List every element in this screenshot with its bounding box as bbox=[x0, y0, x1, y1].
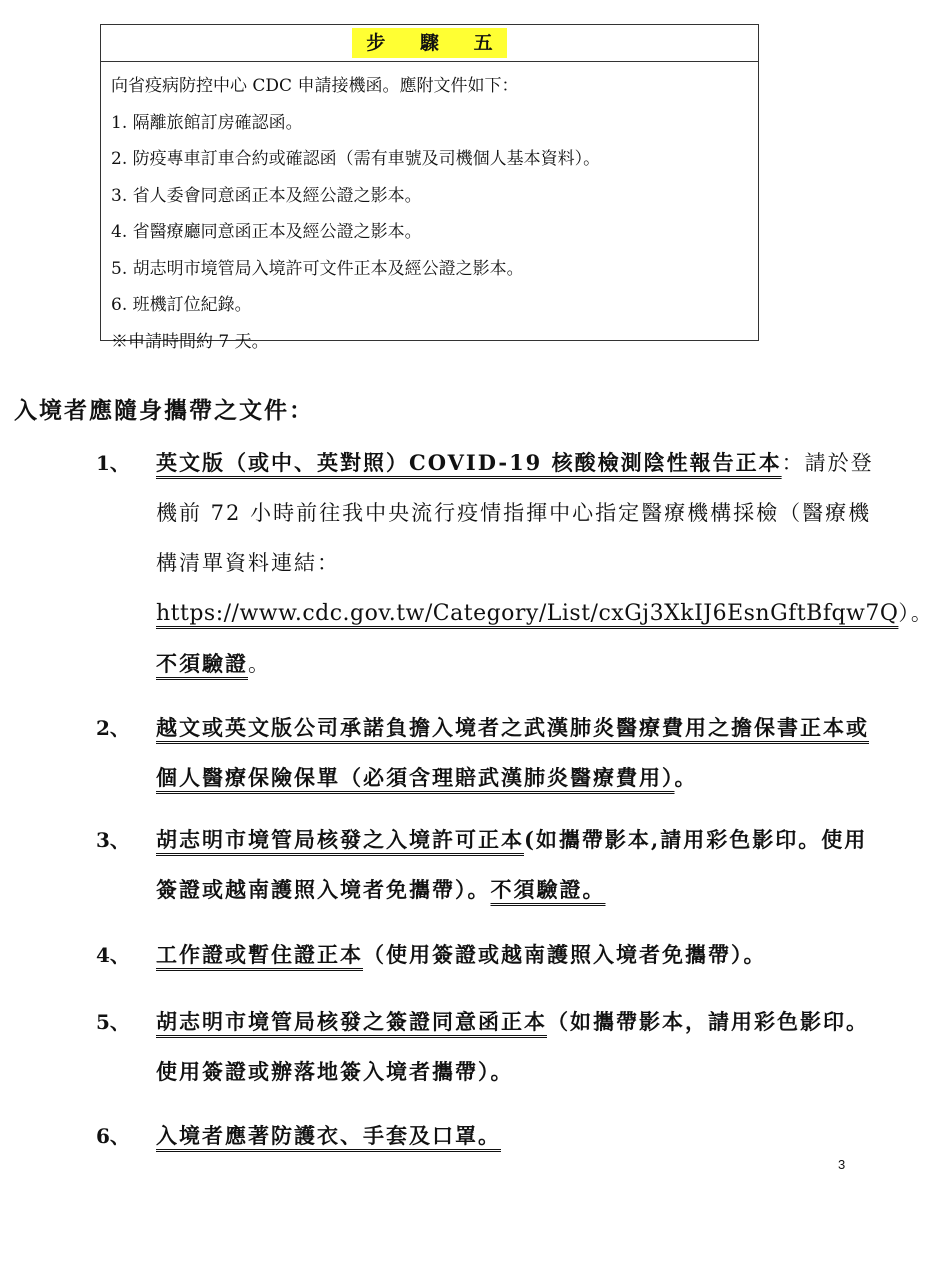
item-end: 。 bbox=[674, 765, 698, 790]
item-body bbox=[156, 815, 886, 915]
step-intro: 向省疫病防控中心 CDC 申請接機函。應附文件如下： bbox=[111, 76, 519, 96]
item-text: (如攜帶影本,請用彩色影印。使用簽證或越南護照入境者免攜帶）。 bbox=[156, 827, 868, 902]
document-item-3 bbox=[96, 815, 886, 915]
step-item-1: 1. 隔離旅館訂房確認函。 bbox=[111, 112, 303, 133]
item-number: 2、 bbox=[96, 716, 130, 740]
page-number: 3 bbox=[838, 1157, 846, 1172]
item-number: 1、 bbox=[96, 451, 130, 475]
item-title: 英文版（或中、英對照）COVID-19 核酸檢測陰性報告正本 bbox=[156, 450, 782, 475]
item-title: 入境者應著防護衣、手套及口罩。 bbox=[156, 1123, 501, 1148]
step-header bbox=[101, 25, 758, 62]
document-item-5 bbox=[96, 997, 886, 1097]
step-box bbox=[100, 24, 759, 352]
item-body bbox=[156, 1111, 886, 1161]
item-title: 胡志明市境管局核發之入境許可正本 bbox=[156, 827, 524, 852]
item-title: 越文或英文版公司承諾負擔入境者之武漢肺炎醫療費用之擔保書正本或個人醫療保險保單（必須含理賠武漢肺炎醫療費用） bbox=[156, 715, 869, 790]
document-item-4 bbox=[96, 930, 886, 980]
step-title: 步 驟 五 bbox=[352, 28, 506, 58]
reference-link[interactable]: https://www.cdc.gov.tw/Category/List/cxGj3XkIJ6EsnGftBfqw7Q bbox=[156, 601, 899, 626]
item-text: （如攜帶影本，請用彩色影印。使用簽證或辦落地簽入境者攜帶）。 bbox=[156, 1009, 869, 1084]
step-lines bbox=[101, 62, 758, 360]
step-item-5: 5. 胡志明市境管局入境許可文件正本及經公證之影本。 bbox=[111, 258, 524, 279]
item-text: （使用簽證或越南護照入境者免攜帶）。 bbox=[363, 942, 767, 967]
item-body bbox=[156, 997, 886, 1097]
step-item-4: 4. 省醫療廳同意函正本及經公證之影本。 bbox=[111, 222, 422, 242]
document-item-2 bbox=[96, 703, 886, 803]
item-number: 5、 bbox=[96, 1010, 130, 1034]
item-body bbox=[156, 930, 886, 980]
step-note: ※申請時間約 7 天。 bbox=[111, 331, 269, 352]
document-item-6 bbox=[96, 1111, 886, 1161]
section-heading: 入境者應隨身攜帶之文件： bbox=[14, 397, 314, 424]
item-title: 胡志明市境管局核發之簽證同意函正本 bbox=[156, 1009, 547, 1034]
document-item-1 bbox=[96, 438, 934, 689]
item-text: ：請於登機前 72 小時前往我中央流行疫情指揮中心指定醫療機構採檢（醫療機構清單資料連結： bbox=[156, 451, 874, 575]
step-item-2: 2. 防疫專車訂車合約或確認函（需有車號及司機個人基本資料）。 bbox=[111, 149, 601, 169]
item-text-2: ）。 bbox=[898, 601, 934, 625]
item-body bbox=[156, 703, 886, 803]
item-number: 3、 bbox=[96, 828, 130, 852]
item-tail: 不須驗證 bbox=[156, 651, 248, 676]
item-title: 工作證或暫住證正本 bbox=[156, 942, 363, 967]
item-end: 。 bbox=[248, 652, 271, 676]
step-item-3: 3. 省人委會同意函正本及經公證之影本。 bbox=[111, 185, 422, 206]
item-number: 4、 bbox=[96, 943, 130, 967]
item-body bbox=[156, 438, 934, 689]
item-number: 6、 bbox=[96, 1124, 130, 1148]
item-tail: 不須驗證。 bbox=[490, 877, 606, 902]
step-item-6: 6. 班機訂位紀錄。 bbox=[111, 295, 252, 315]
